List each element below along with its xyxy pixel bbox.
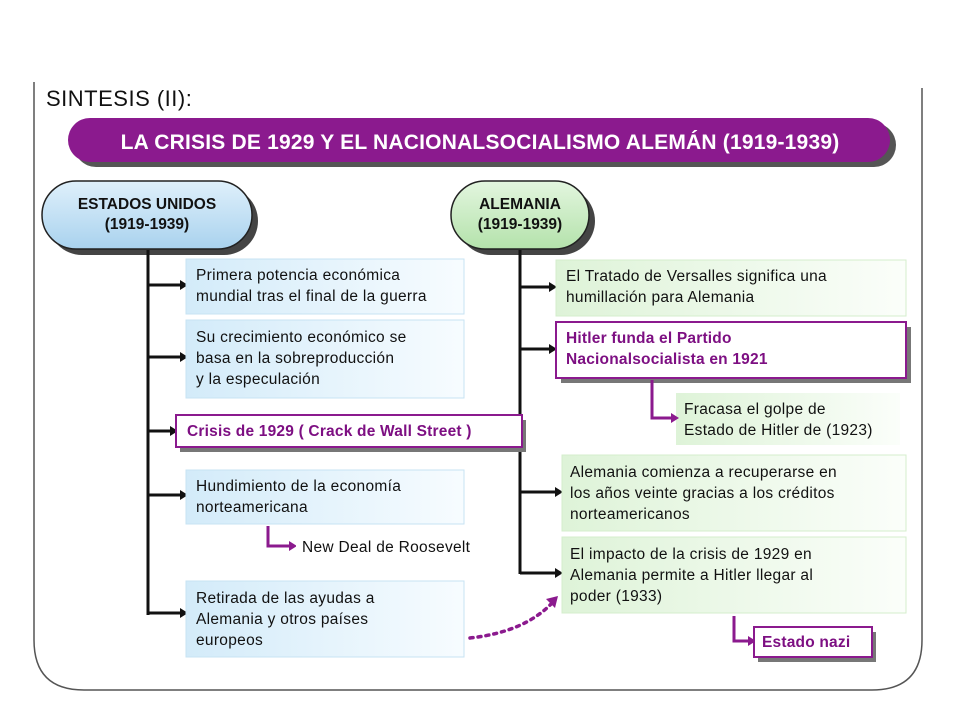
germany-item-3-line2: los años veinte gracias a los créditos — [570, 485, 835, 502]
germany-item-4 — [570, 544, 813, 607]
usa-header-line2: (1919-1939) — [104, 216, 190, 233]
usa-item-2 — [196, 327, 407, 390]
germany-item-4-line3: poder (1933) — [570, 588, 663, 605]
usa-item-1-line1: Primera potencia económica — [196, 267, 401, 284]
usa-item-5 — [196, 588, 375, 651]
usa-item-3: Crisis de 1929 ( Crack de Wall Street ) — [187, 423, 472, 440]
germany-item-2 — [566, 328, 768, 370]
usa-item-1 — [196, 265, 427, 307]
germany-item-1 — [566, 266, 827, 308]
title-banner-text: LA CRISIS DE 1929 Y EL NACIONALSOCIALISMO ALEMÁN (1919-1939) — [120, 131, 840, 154]
germany-item-3-line1: Alemania comienza a recuperarse en — [570, 464, 837, 481]
putsch-connector — [652, 380, 672, 418]
usa-item-5-line1: Retirada de las ayudas a — [196, 590, 375, 607]
usa-item-2-line1: Su crecimiento económico se — [196, 329, 407, 346]
germany-header-line2: (1919-1939) — [477, 216, 563, 233]
germany-item-3-line3: norteamericanos — [570, 506, 690, 523]
germany-item-3 — [570, 462, 837, 525]
nazi-state-connector — [734, 616, 749, 641]
usa-item-4-line1: Hundimiento de la economía — [196, 478, 402, 495]
usa-item-1-line2: mundial tras el final de la guerra — [196, 288, 427, 305]
dotted-arrow-head — [546, 596, 558, 608]
usa-item-5-line2: Alemania y otros países — [196, 611, 369, 628]
usa-item-4-line2: norteamericana — [196, 499, 308, 516]
germany-header-line1: ALEMANIA — [479, 196, 561, 213]
usa-header — [42, 195, 252, 235]
germany-item-4-line1: El impacto de la crisis de 1929 en — [570, 546, 812, 563]
dotted-arrow — [470, 602, 553, 638]
germany-item-1-line2: humillación para Alemania — [566, 289, 755, 306]
new-deal-connector — [268, 526, 290, 546]
usa-item-2-line2: basa en la sobreproducción — [196, 350, 395, 367]
usa-item-5-line3: europeos — [196, 632, 264, 649]
usa-header-line1: ESTADOS UNIDOS — [77, 196, 217, 213]
page-heading: SINTESIS (II): — [46, 86, 193, 111]
germany-header — [451, 195, 589, 235]
usa-item-2-line3: y la especulación — [196, 371, 321, 388]
nazi-state-label: Estado nazi — [762, 634, 851, 651]
germany-item-2-sub-line2: Estado de Hitler de (1923) — [684, 422, 873, 439]
germany-item-2-line2: Nacionalsocialista en 1921 — [566, 351, 768, 368]
new-deal-label: New Deal de Roosevelt — [302, 539, 471, 556]
germany-item-2-sub — [684, 399, 873, 441]
germany-item-4-line2: Alemania permite a Hitler llegar al — [570, 567, 814, 584]
usa-item-4 — [196, 476, 401, 518]
germany-item-2-line1: Hitler funda el Partido — [566, 330, 732, 347]
new-deal-connector-arrow — [289, 541, 297, 551]
germany-item-2-sub-line1: Fracasa el golpe de — [684, 401, 826, 418]
germany-item-1-line1: El Tratado de Versalles significa una — [566, 268, 827, 285]
